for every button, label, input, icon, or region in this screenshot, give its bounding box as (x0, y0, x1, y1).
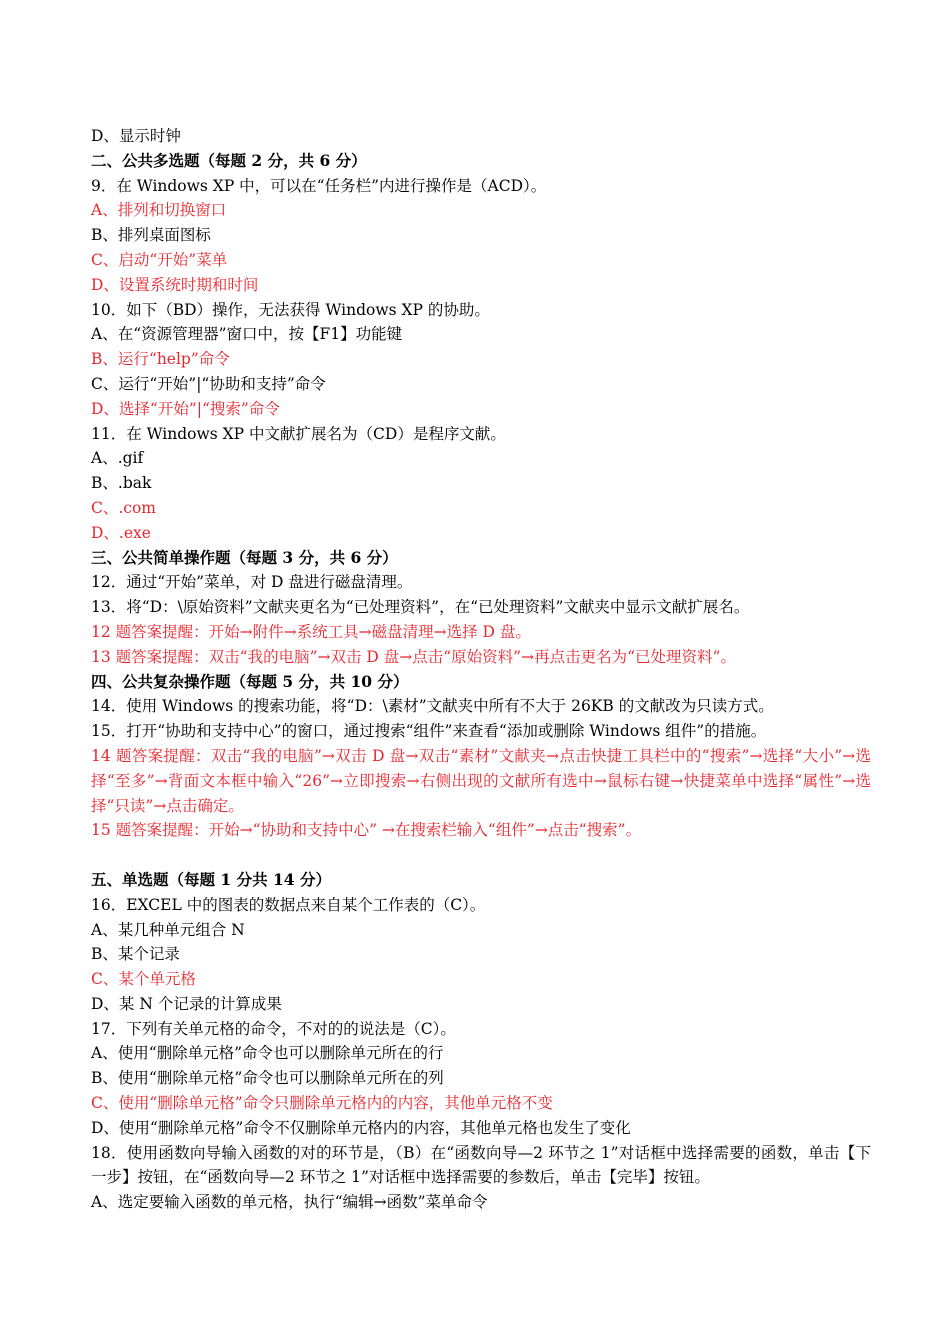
option-line: B、.bak (91, 474, 152, 493)
section-heading: 三、公共简单操作题（每题 3 分，共 6 分） (91, 547, 398, 567)
option-line: B、使用“删除单元格”命令也可以删除单元所在的列 (91, 1069, 444, 1088)
answer-hint-line: 13 题答案提醒：双击“我的电脑”→双击 D 盘→点击“原始资料”→再点击更名为“已处理资料”。 (91, 647, 736, 666)
blank-line (91, 843, 871, 868)
document-page (91, 124, 871, 1215)
answer-hint-line: 15 题答案提醒：开始→“协助和支持中心” →在搜索栏输入“组件”→点击“搜索”。 (91, 821, 642, 840)
section-heading: 二、公共多选题（每题 2 分，共 6 分） (91, 150, 367, 170)
answer-option-line: A、排列和切换窗口 (91, 201, 227, 220)
option-line: A、使用“删除单元格”命令也可以删除单元所在的行 (91, 1044, 444, 1063)
answer-option-line: D、设置系统时期和时间 (91, 275, 259, 294)
section-heading: 五、单选题（每题 1 分共 14 分） (91, 869, 331, 889)
question-line: 16．EXCEL 中的图表的数据点来自某个工作表的（C）。 (91, 895, 486, 914)
question-line: 12．通过“开始”菜单，对 D 盘进行磁盘清理。 (91, 573, 413, 592)
answer-hint-paragraph: 14 题答案提醒：双击“我的电脑”→双击 D 盘→双击“素材”文献夹→点击快捷工具栏中的“搜索”→选择“大小”→选择“至多”→背面文本框中输入“26”→立即搜索→右侧出现的文献所有选中→鼠标右键→快捷菜单中选择“属性”→选择“只读”→点击确定。 (91, 746, 871, 815)
option-line: C、运行“开始”|“协助和支持”命令 (91, 374, 326, 393)
option-line: B、某个记录 (91, 945, 180, 964)
option-line: B、排列桌面图标 (91, 226, 211, 245)
answer-option-line: C、使用“删除单元格”命令只删除单元格内的内容，其他单元格不变 (91, 1094, 553, 1113)
answer-option-line: D、.exe (91, 523, 151, 542)
question-line: 9．在 Windows XP 中，可以在“任务栏”内进行操作是（ACD）。 (91, 176, 547, 195)
option-line: D、显示时钟 (91, 127, 181, 145)
option-line: A、.gif (91, 449, 144, 468)
question-line: 17．下列有关单元格的命令，不对的的说法是（C）。 (91, 1019, 456, 1038)
question-paragraph: 18．使用函数向导输入函数的对的环节是，（B）在“函数向导—2 环节之 1”对话框中选择需要的函数，单击【下一步】按钮，在“函数向导—2 环节之 1”对话框中选择需要的参数后，单击【完毕】按钮。 (91, 1143, 871, 1187)
answer-option-line: C、某个单元格 (91, 970, 196, 989)
question-line: 11．在 Windows XP 中文献扩展名为（CD）是程序文献。 (91, 424, 506, 443)
question-line: 13．将“D：\原始资料”文献夹更名为“已处理资料”，在“已处理资料”文献夹中显示文献扩展名。 (91, 598, 750, 617)
option-line: A、在“资源管理器”窗口中，按【F1】功能键 (91, 325, 403, 344)
answer-option-line: B、运行“help”命令 (91, 350, 230, 369)
option-line: A、选定要输入函数的单元格，执行“编辑→函数”菜单命令 (91, 1193, 488, 1212)
question-line: 10．如下（BD）操作，无法获得 Windows XP 的协助。 (91, 300, 490, 319)
option-line: A、某几种单元组合 N (91, 920, 245, 939)
answer-option-line: D、选择“开始”|“搜索”命令 (91, 399, 280, 418)
answer-option-line: C、启动“开始”菜单 (91, 250, 228, 269)
option-line: D、使用“删除单元格”命令不仅删除单元格内的内容，其他单元格也发生了变化 (91, 1118, 631, 1137)
answer-option-line: C、.com (91, 498, 156, 517)
answer-hint-line: 12 题答案提醒：开始→附件→系统工具→磁盘清理→选择 D 盘。 (91, 622, 531, 641)
question-line: 15．打开“协助和支持中心”的窗口，通过搜索“组件”来查看“添加或删除 Windows 组件”的措施。 (91, 722, 767, 741)
option-line: D、某 N 个记录的计算成果 (91, 994, 282, 1013)
question-line: 14．使用 Windows 的搜索功能，将“D：\素材”文献夹中所有不大于 26KB 的文献改为只读方式。 (91, 697, 774, 716)
section-heading: 四、公共复杂操作题（每题 5 分，共 10 分） (91, 671, 409, 691)
